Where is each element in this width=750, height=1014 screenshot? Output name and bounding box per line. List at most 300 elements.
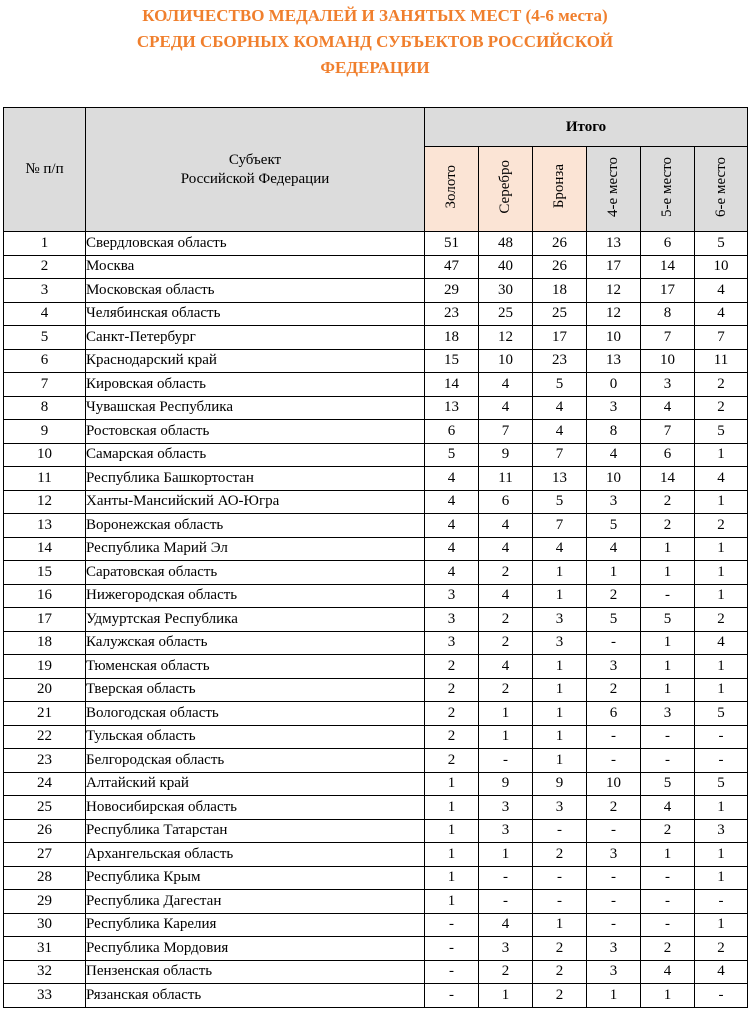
cell-number: 31 xyxy=(4,937,86,961)
cell-place-5: 4 xyxy=(641,796,695,820)
cell-subject: Республика Карелия xyxy=(86,913,425,937)
cell-gold: 29 xyxy=(425,279,479,303)
cell-place-4: 12 xyxy=(587,302,641,326)
cell-silver: 25 xyxy=(479,302,533,326)
cell-bronze: 4 xyxy=(533,537,587,561)
cell-place-5: - xyxy=(641,866,695,890)
cell-bronze: - xyxy=(533,819,587,843)
cell-bronze: 1 xyxy=(533,702,587,726)
cell-silver: 1 xyxy=(479,702,533,726)
cell-subject: Тверская область xyxy=(86,678,425,702)
cell-bronze: 25 xyxy=(533,302,587,326)
cell-gold: 13 xyxy=(425,396,479,420)
cell-subject: Удмуртская Республика xyxy=(86,608,425,632)
cell-place-4: - xyxy=(587,866,641,890)
cell-gold: 2 xyxy=(425,678,479,702)
table-row xyxy=(4,608,748,632)
cell-place-4: 2 xyxy=(587,796,641,820)
cell-place-6: 1 xyxy=(695,796,748,820)
cell-gold: 5 xyxy=(425,443,479,467)
cell-subject: Свердловская область xyxy=(86,232,425,256)
header-silver-label: Серебро xyxy=(497,159,513,214)
cell-number: 15 xyxy=(4,561,86,585)
cell-bronze: - xyxy=(533,866,587,890)
cell-subject: Калужская область xyxy=(86,631,425,655)
cell-bronze: 26 xyxy=(533,232,587,256)
table-row xyxy=(4,443,748,467)
table-row xyxy=(4,279,748,303)
cell-place-4: 8 xyxy=(587,420,641,444)
cell-place-4: 2 xyxy=(587,584,641,608)
cell-place-4: 3 xyxy=(587,396,641,420)
cell-place-6: 1 xyxy=(695,678,748,702)
cell-gold: - xyxy=(425,960,479,984)
cell-place-6: - xyxy=(695,890,748,914)
cell-bronze: 26 xyxy=(533,255,587,279)
cell-place-4: - xyxy=(587,913,641,937)
cell-subject: Пензенская область xyxy=(86,960,425,984)
cell-place-6: 1 xyxy=(695,913,748,937)
cell-subject: Ханты-Мансийский АО-Югра xyxy=(86,490,425,514)
cell-bronze: 1 xyxy=(533,725,587,749)
cell-place-5: 7 xyxy=(641,326,695,350)
cell-place-5: 2 xyxy=(641,514,695,538)
cell-number: 19 xyxy=(4,655,86,679)
cell-place-4: - xyxy=(587,725,641,749)
cell-subject: Республика Марий Эл xyxy=(86,537,425,561)
cell-number: 18 xyxy=(4,631,86,655)
table-row xyxy=(4,772,748,796)
table-row xyxy=(4,232,748,256)
cell-gold: - xyxy=(425,913,479,937)
cell-number: 23 xyxy=(4,749,86,773)
cell-bronze: 2 xyxy=(533,960,587,984)
cell-bronze: 1 xyxy=(533,749,587,773)
cell-gold: 4 xyxy=(425,561,479,585)
cell-silver: 1 xyxy=(479,984,533,1008)
cell-number: 26 xyxy=(4,819,86,843)
cell-subject: Республика Крым xyxy=(86,866,425,890)
table-row xyxy=(4,960,748,984)
cell-gold: 4 xyxy=(425,490,479,514)
cell-gold: 1 xyxy=(425,819,479,843)
table-row xyxy=(4,561,748,585)
title-line-1: КОЛИЧЕСТВО МЕДАЛЕЙ И ЗАНЯТЫХ МЕСТ (4-6 места) xyxy=(142,6,608,25)
cell-place-5: 5 xyxy=(641,772,695,796)
cell-gold: 51 xyxy=(425,232,479,256)
cell-place-4: 5 xyxy=(587,608,641,632)
table-row xyxy=(4,631,748,655)
cell-place-5: 14 xyxy=(641,467,695,491)
cell-bronze: 1 xyxy=(533,561,587,585)
cell-gold: 4 xyxy=(425,467,479,491)
cell-number: 22 xyxy=(4,725,86,749)
table-row xyxy=(4,584,748,608)
cell-bronze: 17 xyxy=(533,326,587,350)
cell-place-4: 1 xyxy=(587,561,641,585)
table-row xyxy=(4,678,748,702)
cell-silver: - xyxy=(479,890,533,914)
cell-subject: Белгородская область xyxy=(86,749,425,773)
header-place-6 xyxy=(695,147,748,232)
cell-bronze: 3 xyxy=(533,631,587,655)
cell-silver: 4 xyxy=(479,537,533,561)
cell-number: 1 xyxy=(4,232,86,256)
cell-silver: 4 xyxy=(479,913,533,937)
cell-gold: 14 xyxy=(425,373,479,397)
cell-gold: 1 xyxy=(425,772,479,796)
cell-gold: 3 xyxy=(425,608,479,632)
cell-subject: Нижегородская область xyxy=(86,584,425,608)
header-place-5 xyxy=(641,147,695,232)
cell-place-6: 3 xyxy=(695,819,748,843)
cell-place-6: 5 xyxy=(695,420,748,444)
cell-bronze: 2 xyxy=(533,843,587,867)
cell-number: 20 xyxy=(4,678,86,702)
table-row xyxy=(4,420,748,444)
cell-subject: Тульская область xyxy=(86,725,425,749)
cell-bronze: 1 xyxy=(533,655,587,679)
cell-bronze: 5 xyxy=(533,373,587,397)
cell-subject: Ростовская область xyxy=(86,420,425,444)
header-bronze-label: Бронза xyxy=(551,164,567,209)
cell-silver: 6 xyxy=(479,490,533,514)
cell-subject: Челябинская область xyxy=(86,302,425,326)
cell-place-5: 1 xyxy=(641,537,695,561)
cell-bronze: 5 xyxy=(533,490,587,514)
cell-place-6: 7 xyxy=(695,326,748,350)
cell-place-4: - xyxy=(587,819,641,843)
header-subject-line-1: Субъект xyxy=(228,151,282,168)
table-row xyxy=(4,255,748,279)
table-row xyxy=(4,537,748,561)
document-title xyxy=(0,3,750,81)
cell-place-6: 2 xyxy=(695,373,748,397)
cell-gold: 47 xyxy=(425,255,479,279)
cell-gold: 4 xyxy=(425,514,479,538)
cell-place-6: 1 xyxy=(695,866,748,890)
cell-place-6: 1 xyxy=(695,443,748,467)
cell-silver: - xyxy=(479,866,533,890)
cell-place-4: 6 xyxy=(587,702,641,726)
cell-place-6: 1 xyxy=(695,584,748,608)
cell-gold: 3 xyxy=(425,631,479,655)
cell-place-4: 5 xyxy=(587,514,641,538)
cell-subject: Саратовская область xyxy=(86,561,425,585)
header-subject xyxy=(86,108,425,232)
cell-place-6: - xyxy=(695,725,748,749)
header-subject-line-2: Российской Федерации xyxy=(180,170,330,187)
cell-gold: 2 xyxy=(425,725,479,749)
cell-gold: 18 xyxy=(425,326,479,350)
cell-subject: Архангельская область xyxy=(86,843,425,867)
cell-bronze: 2 xyxy=(533,984,587,1008)
table-row xyxy=(4,490,748,514)
cell-silver: 4 xyxy=(479,584,533,608)
cell-number: 32 xyxy=(4,960,86,984)
table-row xyxy=(4,302,748,326)
cell-place-4: 10 xyxy=(587,772,641,796)
cell-number: 14 xyxy=(4,537,86,561)
cell-bronze: 1 xyxy=(533,913,587,937)
cell-place-6: 2 xyxy=(695,937,748,961)
cell-subject: Новосибирская область xyxy=(86,796,425,820)
cell-number: 33 xyxy=(4,984,86,1008)
cell-number: 10 xyxy=(4,443,86,467)
cell-subject: Московская область xyxy=(86,279,425,303)
cell-number: 27 xyxy=(4,843,86,867)
cell-place-4: 2 xyxy=(587,678,641,702)
cell-place-6: - xyxy=(695,984,748,1008)
cell-subject: Вологодская область xyxy=(86,702,425,726)
cell-place-4: 4 xyxy=(587,537,641,561)
cell-number: 28 xyxy=(4,866,86,890)
cell-number: 30 xyxy=(4,913,86,937)
table-row xyxy=(4,866,748,890)
cell-silver: 30 xyxy=(479,279,533,303)
cell-place-6: - xyxy=(695,749,748,773)
cell-place-5: 4 xyxy=(641,396,695,420)
cell-place-6: 1 xyxy=(695,655,748,679)
cell-subject: Республика Дагестан xyxy=(86,890,425,914)
cell-number: 12 xyxy=(4,490,86,514)
cell-place-5: 6 xyxy=(641,232,695,256)
header-silver xyxy=(479,147,533,232)
cell-place-4: 3 xyxy=(587,843,641,867)
cell-gold: 2 xyxy=(425,655,479,679)
cell-place-5: 1 xyxy=(641,561,695,585)
cell-place-5: 1 xyxy=(641,678,695,702)
cell-place-5: - xyxy=(641,890,695,914)
cell-place-5: 10 xyxy=(641,349,695,373)
cell-place-6: 10 xyxy=(695,255,748,279)
cell-subject: Санкт-Петербург xyxy=(86,326,425,350)
cell-subject: Тюменская область xyxy=(86,655,425,679)
title-line-3: ФЕДЕРАЦИИ xyxy=(320,58,430,77)
cell-place-5: 2 xyxy=(641,490,695,514)
cell-bronze: 7 xyxy=(533,514,587,538)
cell-silver: 3 xyxy=(479,796,533,820)
table-row xyxy=(4,655,748,679)
cell-bronze: 1 xyxy=(533,678,587,702)
cell-silver: 48 xyxy=(479,232,533,256)
cell-place-4: 4 xyxy=(587,443,641,467)
cell-place-4: - xyxy=(587,890,641,914)
cell-place-6: 1 xyxy=(695,561,748,585)
cell-silver: 4 xyxy=(479,373,533,397)
cell-place-4: - xyxy=(587,749,641,773)
cell-subject: Воронежская область xyxy=(86,514,425,538)
cell-place-5: 1 xyxy=(641,631,695,655)
cell-silver: 2 xyxy=(479,608,533,632)
cell-bronze: 4 xyxy=(533,420,587,444)
cell-bronze: - xyxy=(533,890,587,914)
header-place-4-label: 4-е место xyxy=(605,156,621,217)
cell-silver: 2 xyxy=(479,561,533,585)
cell-number: 25 xyxy=(4,796,86,820)
cell-subject: Чувашская Республика xyxy=(86,396,425,420)
header-place-6-label: 6-е место xyxy=(712,156,729,217)
table-row xyxy=(4,937,748,961)
cell-place-5: 1 xyxy=(641,984,695,1008)
cell-place-4: 10 xyxy=(587,326,641,350)
cell-number: 17 xyxy=(4,608,86,632)
cell-number: 2 xyxy=(4,255,86,279)
cell-silver: 1 xyxy=(479,843,533,867)
cell-silver: 10 xyxy=(479,349,533,373)
cell-place-6: 5 xyxy=(695,232,748,256)
cell-place-6: 1 xyxy=(695,490,748,514)
cell-place-4: 13 xyxy=(587,232,641,256)
cell-place-5: 2 xyxy=(641,819,695,843)
cell-gold: 1 xyxy=(425,890,479,914)
cell-place-6: 2 xyxy=(695,514,748,538)
cell-place-5: 17 xyxy=(641,279,695,303)
cell-place-6: 4 xyxy=(695,960,748,984)
cell-place-4: 0 xyxy=(587,373,641,397)
cell-silver: 4 xyxy=(479,514,533,538)
cell-gold: 2 xyxy=(425,702,479,726)
cell-number: 5 xyxy=(4,326,86,350)
cell-place-5: 3 xyxy=(641,702,695,726)
cell-silver: 9 xyxy=(479,772,533,796)
table-row xyxy=(4,819,748,843)
cell-gold: - xyxy=(425,937,479,961)
cell-place-5: - xyxy=(641,584,695,608)
cell-subject: Республика Татарстан xyxy=(86,819,425,843)
header-number: № п/п xyxy=(4,108,86,232)
cell-number: 21 xyxy=(4,702,86,726)
cell-number: 13 xyxy=(4,514,86,538)
cell-silver: 3 xyxy=(479,937,533,961)
cell-bronze: 9 xyxy=(533,772,587,796)
cell-gold: 15 xyxy=(425,349,479,373)
cell-place-4: 17 xyxy=(587,255,641,279)
cell-place-4: - xyxy=(587,631,641,655)
cell-silver: 7 xyxy=(479,420,533,444)
table-body xyxy=(4,232,748,1008)
cell-place-5: 7 xyxy=(641,420,695,444)
cell-place-6: 5 xyxy=(695,702,748,726)
cell-silver: 40 xyxy=(479,255,533,279)
cell-silver: 11 xyxy=(479,467,533,491)
cell-gold: 1 xyxy=(425,796,479,820)
cell-silver: 3 xyxy=(479,819,533,843)
cell-silver: 1 xyxy=(479,725,533,749)
cell-number: 7 xyxy=(4,373,86,397)
table-row xyxy=(4,984,748,1008)
cell-gold: 3 xyxy=(425,584,479,608)
cell-bronze: 4 xyxy=(533,396,587,420)
cell-silver: 2 xyxy=(479,960,533,984)
table-row xyxy=(4,514,748,538)
title-line-2: СРЕДИ СБОРНЫХ КОМАНД СУБЪЕКТОВ РОССИЙСКОЙ xyxy=(136,32,614,51)
cell-number: 11 xyxy=(4,467,86,491)
cell-place-6: 11 xyxy=(695,349,748,373)
table-row xyxy=(4,913,748,937)
cell-bronze: 3 xyxy=(533,796,587,820)
cell-bronze: 2 xyxy=(533,937,587,961)
cell-number: 24 xyxy=(4,772,86,796)
cell-place-5: - xyxy=(641,749,695,773)
cell-place-5: 3 xyxy=(641,373,695,397)
cell-place-5: 8 xyxy=(641,302,695,326)
cell-place-6: 4 xyxy=(695,302,748,326)
cell-place-4: 3 xyxy=(587,937,641,961)
cell-gold: 6 xyxy=(425,420,479,444)
cell-subject: Краснодарский край xyxy=(86,349,425,373)
table-row xyxy=(4,349,748,373)
cell-bronze: 3 xyxy=(533,608,587,632)
cell-subject: Самарская область xyxy=(86,443,425,467)
cell-silver: 4 xyxy=(479,655,533,679)
cell-silver: 9 xyxy=(479,443,533,467)
cell-place-5: 14 xyxy=(641,255,695,279)
header-bronze xyxy=(533,147,587,232)
cell-number: 6 xyxy=(4,349,86,373)
cell-place-6: 1 xyxy=(695,843,748,867)
cell-place-6: 4 xyxy=(695,279,748,303)
table-row xyxy=(4,396,748,420)
cell-place-4: 3 xyxy=(587,960,641,984)
cell-place-5: 4 xyxy=(641,960,695,984)
cell-place-4: 13 xyxy=(587,349,641,373)
cell-gold: - xyxy=(425,984,479,1008)
cell-subject: Кировская область xyxy=(86,373,425,397)
cell-place-6: 1 xyxy=(695,537,748,561)
cell-place-4: 3 xyxy=(587,490,641,514)
cell-place-5: 5 xyxy=(641,608,695,632)
table-row xyxy=(4,890,748,914)
table-row xyxy=(4,702,748,726)
header-gold xyxy=(425,147,479,232)
cell-silver: 4 xyxy=(479,396,533,420)
cell-silver: 2 xyxy=(479,678,533,702)
cell-gold: 23 xyxy=(425,302,479,326)
table-row xyxy=(4,326,748,350)
cell-silver: 2 xyxy=(479,631,533,655)
cell-number: 8 xyxy=(4,396,86,420)
cell-bronze: 23 xyxy=(533,349,587,373)
cell-silver: - xyxy=(479,749,533,773)
cell-place-6: 2 xyxy=(695,608,748,632)
cell-subject: Рязанская область xyxy=(86,984,425,1008)
cell-bronze: 13 xyxy=(533,467,587,491)
cell-place-5: 2 xyxy=(641,937,695,961)
cell-place-5: 1 xyxy=(641,843,695,867)
table-row xyxy=(4,796,748,820)
cell-place-6: 2 xyxy=(695,396,748,420)
cell-place-5: 1 xyxy=(641,655,695,679)
cell-place-5: 6 xyxy=(641,443,695,467)
cell-place-6: 4 xyxy=(695,467,748,491)
cell-gold: 2 xyxy=(425,749,479,773)
cell-gold: 4 xyxy=(425,537,479,561)
table-row xyxy=(4,725,748,749)
medals-table xyxy=(3,107,748,1008)
cell-gold: 1 xyxy=(425,866,479,890)
cell-place-5: - xyxy=(641,913,695,937)
cell-place-4: 1 xyxy=(587,984,641,1008)
cell-subject: Республика Башкортостан xyxy=(86,467,425,491)
cell-bronze: 1 xyxy=(533,584,587,608)
cell-place-6: 5 xyxy=(695,772,748,796)
cell-place-4: 3 xyxy=(587,655,641,679)
cell-number: 3 xyxy=(4,279,86,303)
cell-number: 4 xyxy=(4,302,86,326)
cell-number: 9 xyxy=(4,420,86,444)
cell-bronze: 18 xyxy=(533,279,587,303)
